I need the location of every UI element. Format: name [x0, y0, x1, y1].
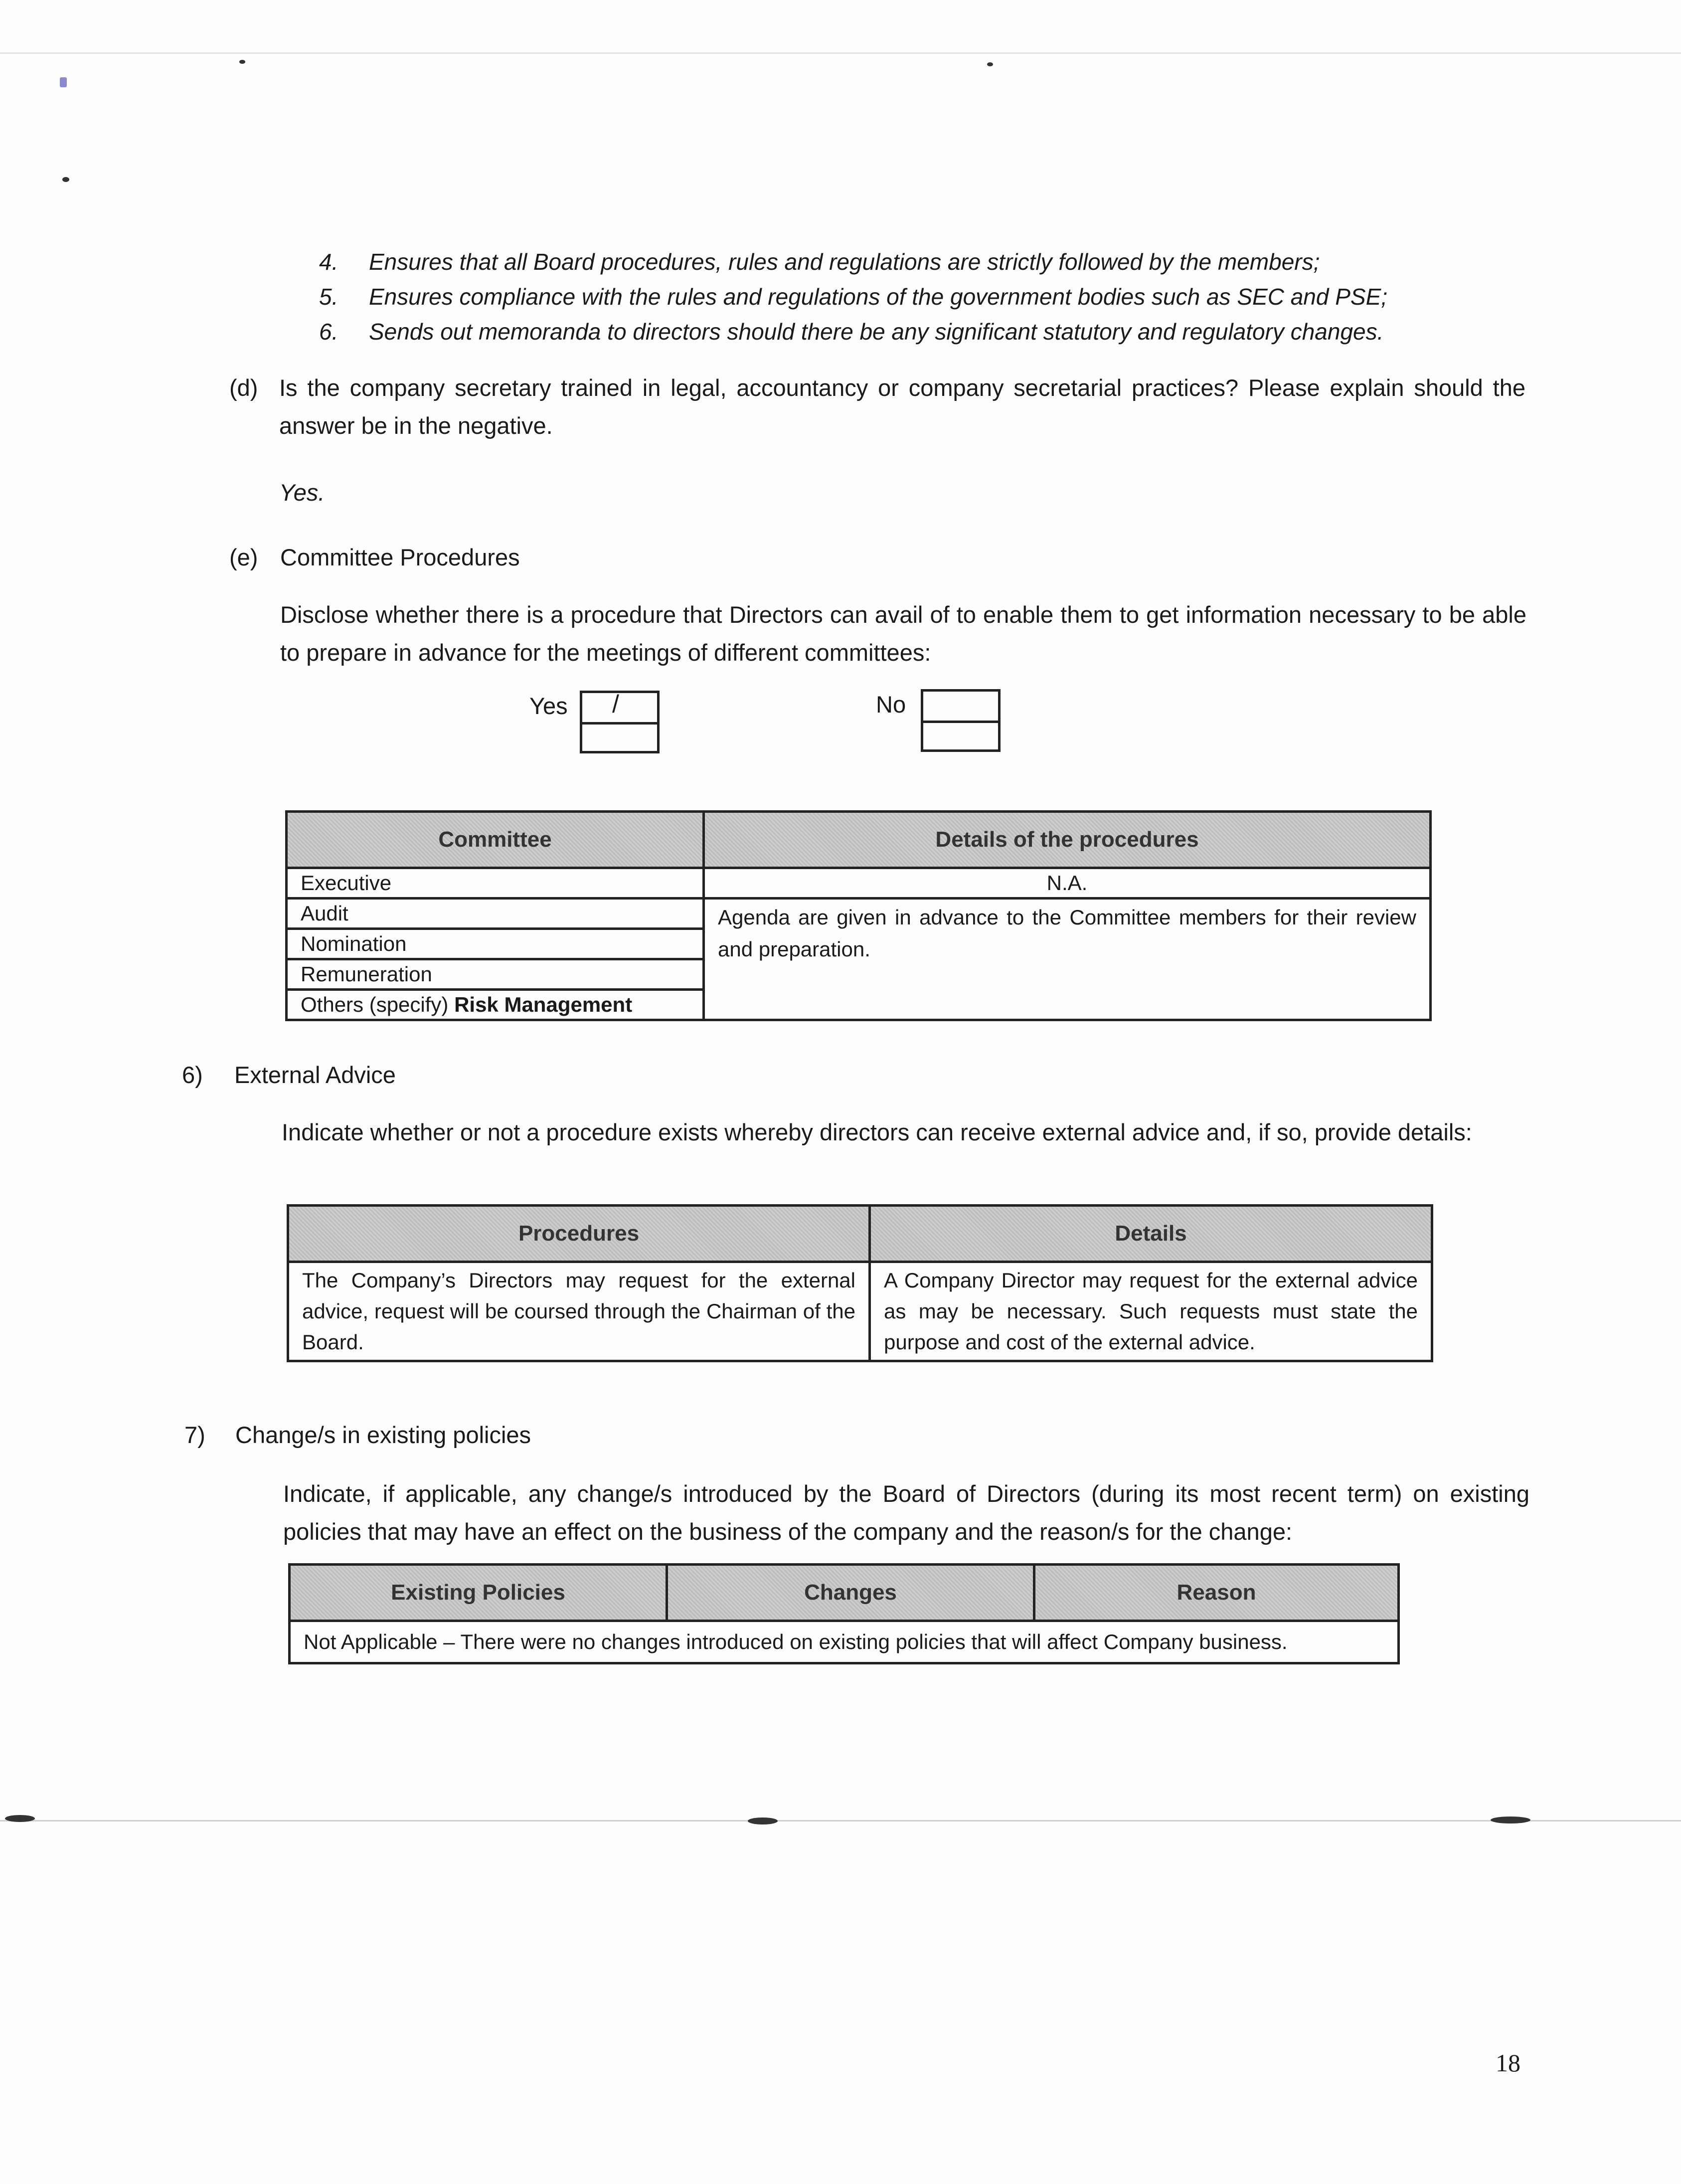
header-existing-policies: Existing Policies	[290, 1565, 667, 1621]
scan-speck	[5, 1815, 35, 1822]
scan-speck	[748, 1818, 778, 1824]
list-item	[319, 314, 1525, 349]
executive-detail: N.A.	[704, 868, 1431, 899]
header-committee: Committee	[287, 812, 704, 868]
section-7-question: Indicate, if applicable, any change/s introduced by the Board of Directors (during its most recent term) on existing policies that may have an effect on the business of the company and the reason/s for the change:	[283, 1480, 1529, 1545]
table-header-row	[288, 1206, 1432, 1262]
no-checkbox[interactable]	[921, 689, 1001, 723]
section-d-answer: Yes.	[279, 479, 325, 506]
table-row	[290, 1621, 1399, 1663]
section-7-title: Change/s in existing policies	[235, 1422, 531, 1448]
yes-check-mark: /	[612, 690, 619, 718]
header-reason: Reason	[1034, 1565, 1399, 1621]
list-item-number: 6.	[319, 319, 338, 345]
section-6	[182, 1056, 1528, 1206]
section-d-question: Is the company secretary trained in legal, accountancy or company secretarial practices? Please explain should the answer be in the negative.	[279, 374, 1525, 439]
section-6-title: External Advice	[234, 1062, 396, 1088]
table-row	[287, 868, 1431, 899]
details-cell: A Company Director may request for the external advice as may be necessary. Such requests must state the purpose and cost of the external advice.	[870, 1262, 1432, 1361]
section-e-title: Committee Procedures	[280, 544, 520, 570]
policy-changes-table	[288, 1563, 1400, 1664]
table-header-row	[290, 1565, 1399, 1621]
procedure-cell: The Company’s Directors may request for the external advice, request will be coursed through the Chairman of the Board.	[288, 1262, 870, 1361]
committee-others	[287, 990, 704, 1020]
secretary-duties-list	[319, 244, 1525, 349]
yes-checkbox[interactable]	[580, 691, 660, 725]
committee-audit: Audit	[287, 899, 704, 929]
committee-nomination: Nomination	[287, 929, 704, 959]
scan-speck	[62, 177, 69, 182]
section-7-label: 7)	[184, 1422, 205, 1448]
table-row	[288, 1262, 1432, 1361]
scan-speck	[1491, 1817, 1530, 1823]
list-item-text: Sends out memoranda to directors should there be any significant statutory and regulatory changes.	[369, 319, 1384, 345]
header-changes: Changes	[667, 1565, 1034, 1621]
committee-remuneration: Remuneration	[287, 959, 704, 990]
scan-speck	[60, 77, 67, 87]
others-value: Risk Management	[454, 993, 633, 1016]
list-item-text: Ensures compliance with the rules and regulations of the government bodies such as SEC and PSE;	[369, 284, 1388, 310]
table-row	[287, 899, 1431, 929]
scan-speck	[239, 60, 245, 64]
header-details: Details	[870, 1206, 1432, 1262]
list-item	[319, 279, 1525, 314]
scan-line-bottom	[0, 1820, 1681, 1821]
committee-procedures-table	[285, 810, 1432, 1021]
committee-executive: Executive	[287, 868, 704, 899]
list-item-number: 4.	[319, 249, 338, 275]
section-d-label: (d)	[229, 374, 258, 401]
section-7	[184, 1416, 1530, 1566]
list-item-number: 5.	[319, 284, 338, 310]
yes-label: Yes	[529, 693, 568, 719]
scan-speck	[987, 62, 993, 66]
scan-line-top	[0, 52, 1681, 54]
no-label: No	[876, 691, 906, 718]
header-procedures: Procedures	[288, 1206, 870, 1262]
shared-detail: Agenda are given in advance to the Committee members for their review and preparation.	[704, 899, 1431, 1020]
policy-row-cell: Not Applicable – There were no changes introduced on existing policies that will affect Company business.	[290, 1621, 1399, 1663]
others-prefix: Others (specify)	[301, 993, 449, 1016]
list-item-text: Ensures that all Board procedures, rules and regulations are strictly followed by the members;	[369, 249, 1320, 275]
section-6-label: 6)	[182, 1062, 203, 1088]
table-header-row	[287, 812, 1431, 868]
header-details: Details of the procedures	[704, 812, 1431, 868]
section-6-question: Indicate whether or not a procedure exists whereby directors can receive external advice and, if so, provide details:	[282, 1119, 1472, 1145]
no-checkbox-lower	[921, 721, 1001, 752]
list-item	[319, 244, 1525, 279]
section-e-label: (e)	[229, 544, 258, 570]
external-advice-table	[287, 1204, 1433, 1362]
page-number: 18	[1496, 2049, 1520, 2077]
yes-checkbox-lower	[580, 722, 660, 753]
section-e-question: Disclose whether there is a procedure that Directors can avail of to enable them to get information necessary to be able to prepare in advance for the meetings of different committees:	[280, 601, 1526, 666]
